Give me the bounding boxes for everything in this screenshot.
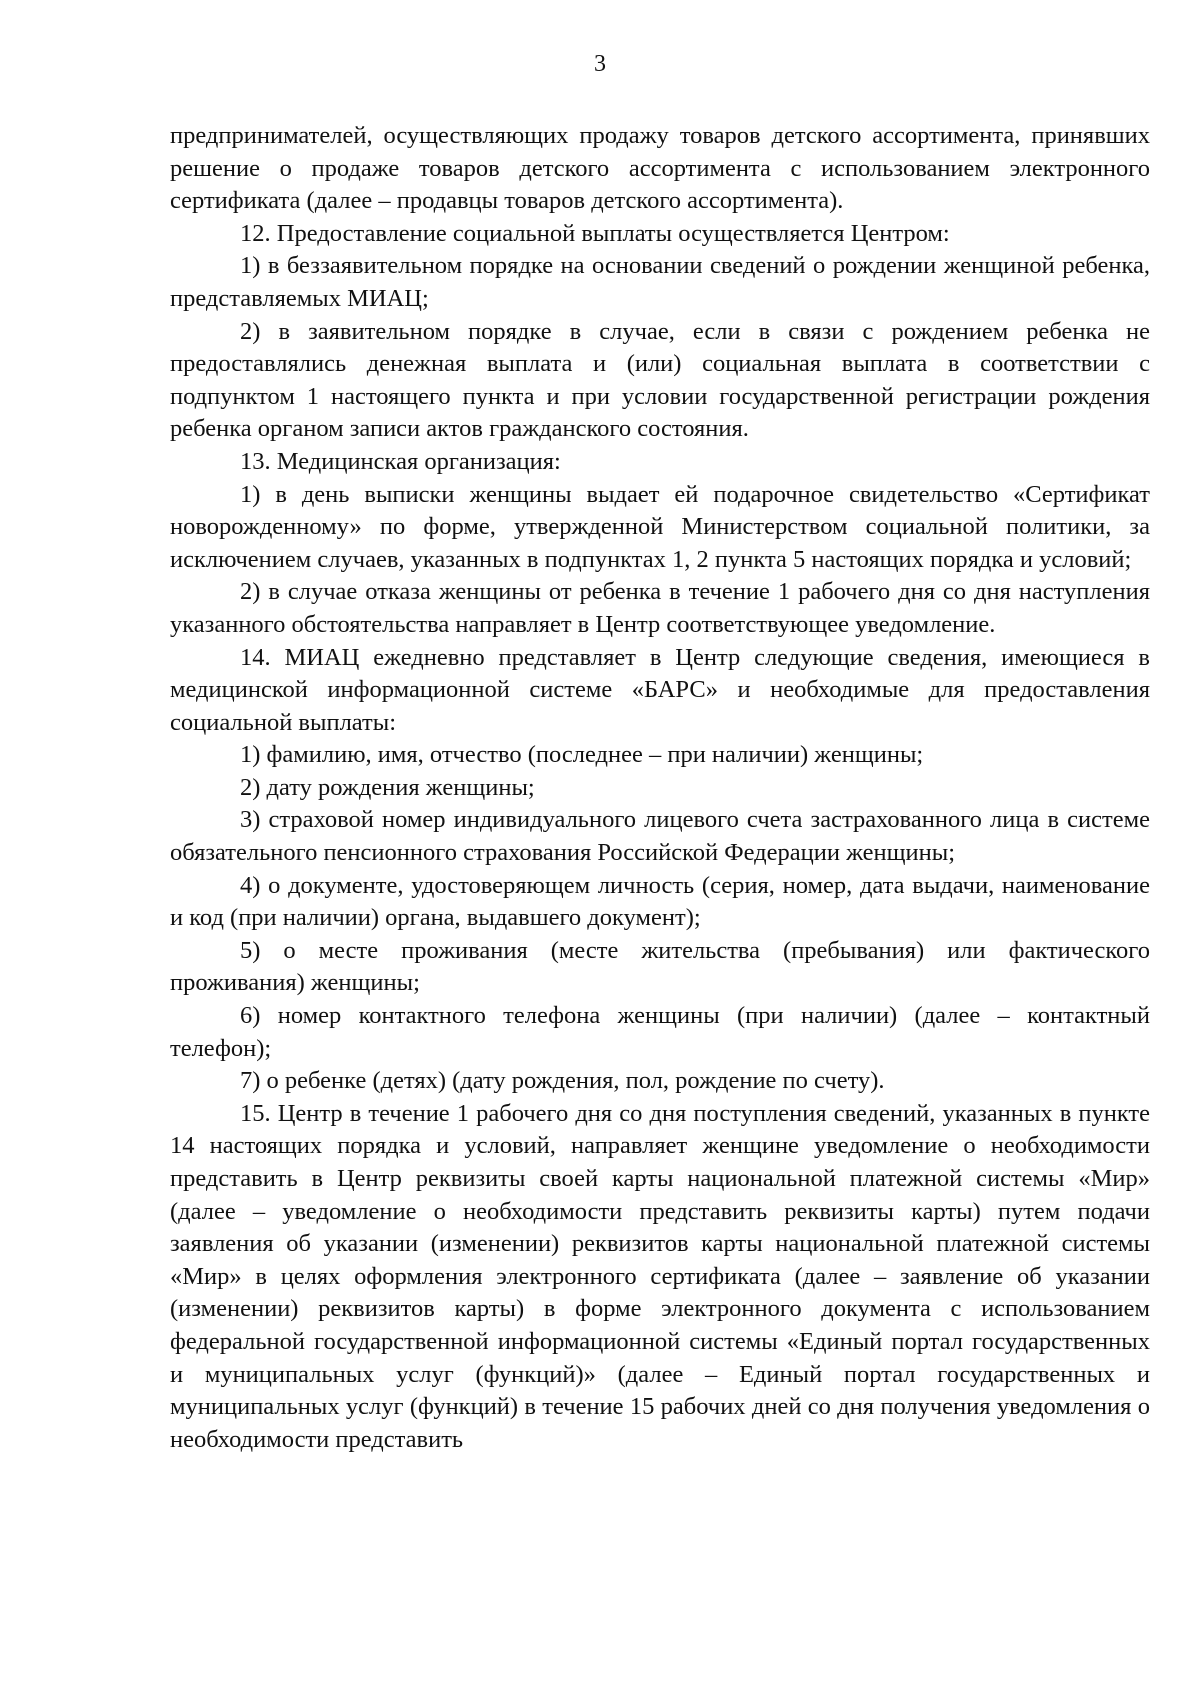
paragraph-p12-1: 1) в беззаявительном порядке на основании сведений о рождении женщиной ребенка, представляемых МИАЦ;	[170, 252, 1150, 312]
paragraph-p14-5: 5) о месте проживания (месте жительства (пребывания) или фактического проживания) женщины;	[170, 936, 1150, 997]
page-number: 3	[594, 51, 606, 77]
paragraph-p15: 15. Центр в течение 1 рабочего дня со дня поступления сведений, указанных в пункте 14 настоящих порядка и условий, направляет женщине уведомление о необходимости представить в Центр реквизиты своей карты национальной платежной системы «Мир» (далее – уведомление о необходимости представить реквизиты карты) путем подачи заявления об указании (изменении) реквизитов карты национальной платежной системы «Мир» в целях оформления электронного сертификата (далее – заявление об указании (изменении) реквизитов карты) в форме электронного документа с использованием федеральной государственной информационной системы «Единый портал государственных и муниципальных услуг (функций)» (далее – Единый портал государственных и муниципальных услуг (функций) в течение 15 рабочих дней со дня получения уведомления о необходимости представить	[170, 1099, 1150, 1453]
paragraph-p14: 14. МИАЦ ежедневно представляет в Центр следующие сведения, имеющиеся в медицинской информационной системе «БАРС» и необходимые для предоставления социальной выплаты:	[170, 643, 1150, 736]
paragraph-p14-6: 6) номер контактного телефона женщины (при наличии) (далее – контактный телефон);	[170, 1002, 1150, 1062]
paragraph-p12: 12. Предоставление социальной выплаты осуществляется Центром:	[240, 219, 950, 247]
paragraph-p13: 13. Медицинская организация:	[240, 447, 561, 475]
paragraph-p14-4: 4) о документе, удостоверяющем личность (серия, номер, дата выдачи, наименование и код (при наличии) органа, выдавшего документ);	[170, 871, 1150, 932]
paragraph-p14-1: 1) фамилию, имя, отчество (последнее – при наличии) женщины;	[240, 741, 924, 769]
paragraph-p14-2: 2) дату рождения женщины;	[240, 773, 535, 801]
paragraph-p14-3: 3) страховой номер индивидуального лицевого счета застрахованного лица в системе обязательного пенсионного страхования Российской Федерации женщины;	[170, 806, 1150, 867]
paragraph-p13-2: 2) в случае отказа женщины от ребенка в течение 1 рабочего дня со дня наступления указанного обстоятельства направляет в Центр соответствующее уведомление.	[170, 578, 1150, 638]
paragraph-p12-2: 2) в заявительном порядке в случае, если в связи с рождением ребенка не предоставлялись денежная выплата и (или) социальная выплата в соответствии с подпунктом 1 настоящего пункта и при условии государственной регистрации рождения ребенка органом записи актов гражданского состояния.	[170, 317, 1150, 443]
document-body	[170, 120, 1150, 1456]
paragraph-intro-continuation: предпринимателей, осуществляющих продажу товаров детского ассортимента, принявших решение о продаже товаров детского ассортимента с использованием электронного сертификата (далее – продавцы товаров детского ассортимента).	[170, 122, 1150, 215]
paragraph-p13-1: 1) в день выписки женщины выдает ей подарочное свидетельство «Сертификат новорожденному» по форме, утвержденной Министерством социальной политики, за исключением случаев, указанных в подпунктах 1, 2 пункта 5 настоящих порядка и условий;	[170, 480, 1150, 573]
paragraph-p14-7: 7) о ребенке (детях) (дату рождения, пол, рождение по счету).	[240, 1067, 885, 1095]
